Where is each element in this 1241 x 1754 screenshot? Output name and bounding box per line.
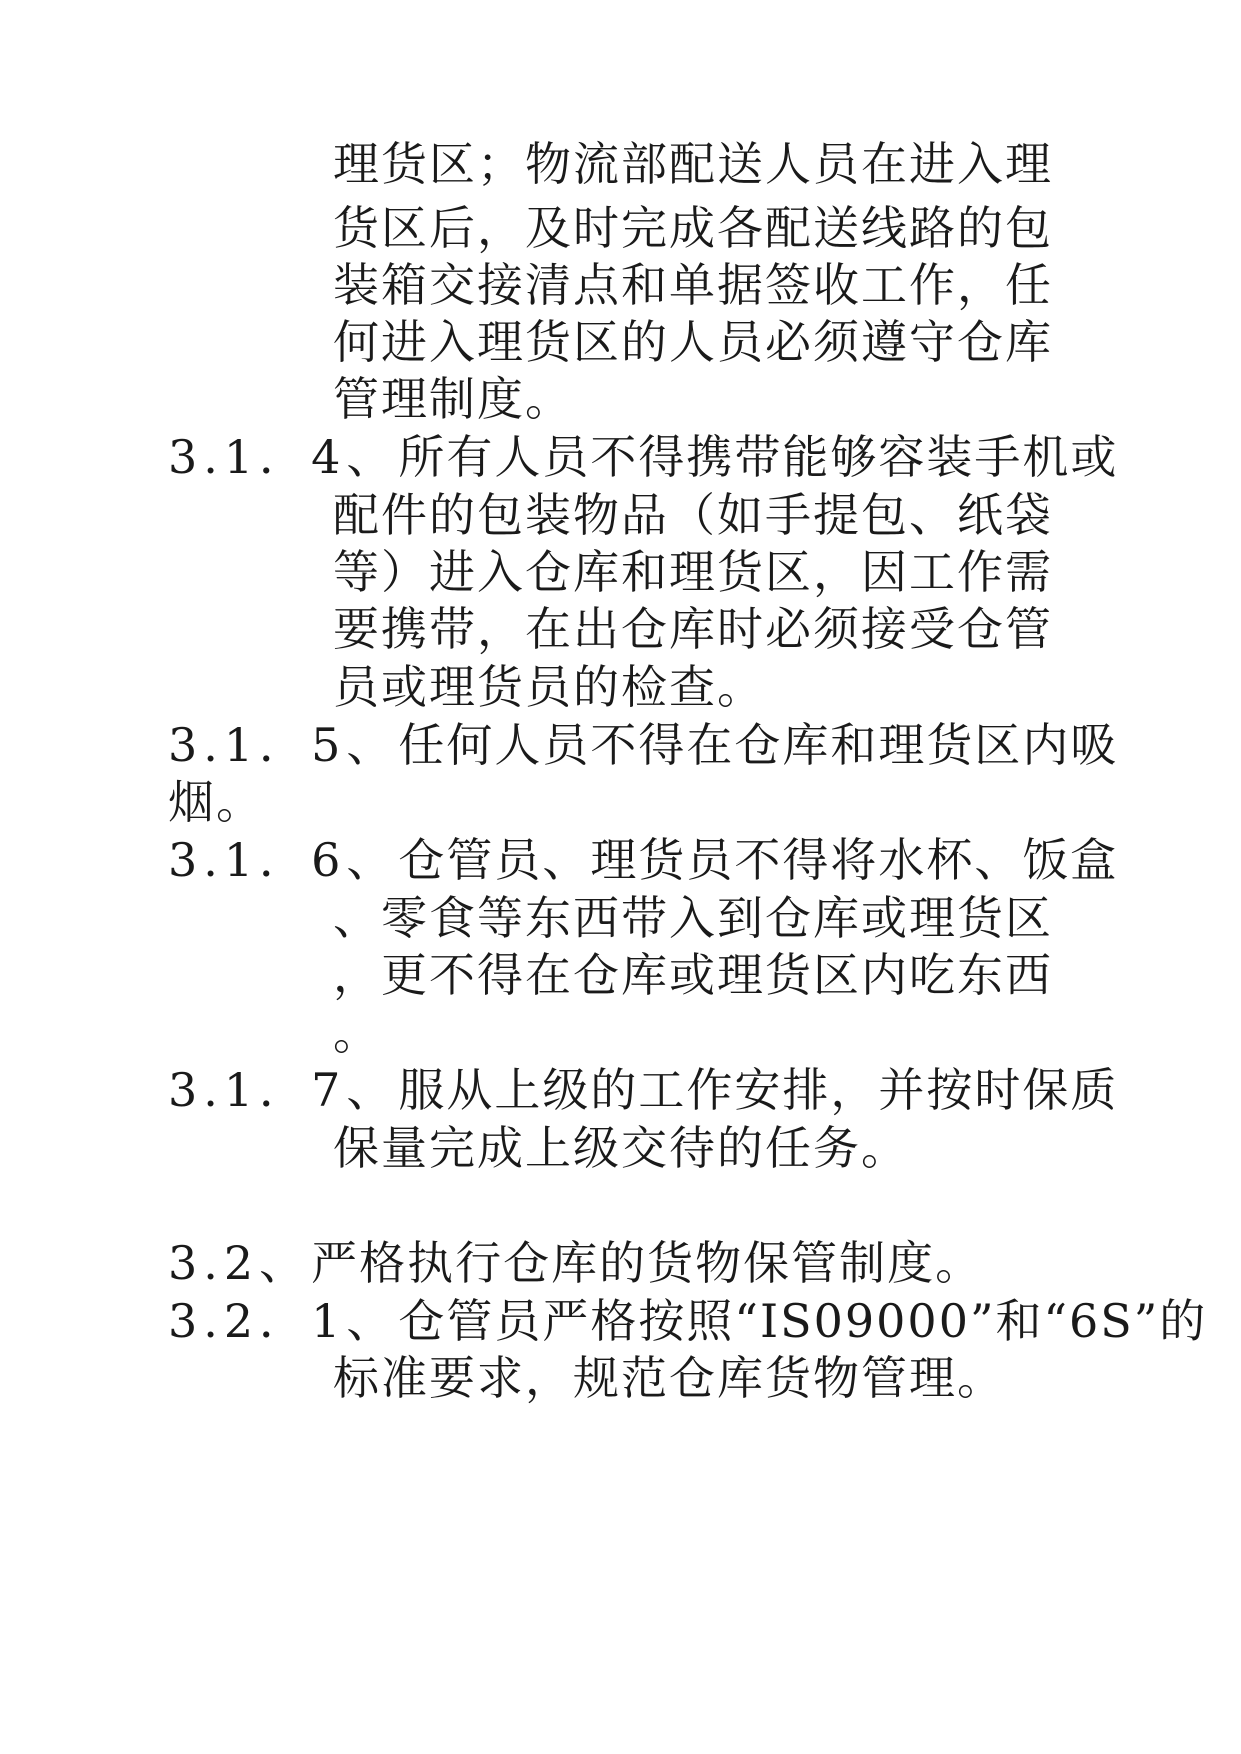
body-line: 装箱交接清点和单据签收工作，任 bbox=[333, 258, 1053, 312]
body-line: 保量完成上级交待的任务。 bbox=[333, 1121, 909, 1175]
body-line: 等）进入仓库和理货区，因工作需 bbox=[333, 545, 1053, 599]
clause-line bbox=[168, 425, 1118, 489]
clause-number: 3.1．4、 bbox=[168, 430, 399, 484]
clause-number: 3.1．6、 bbox=[168, 833, 399, 887]
body-line: 标准要求，规范仓库货物管理。 bbox=[333, 1351, 1005, 1405]
body-line: 何进入理货区的人员必须遵守仓库 bbox=[333, 315, 1053, 369]
clause-line bbox=[168, 713, 1118, 777]
body-line: 理货区；物流部配送人员在进入理 bbox=[333, 137, 1053, 191]
clause-number: 3.2．1、 bbox=[168, 1294, 399, 1348]
body-line: 配件的包装物品（如手提包、纸袋 bbox=[333, 488, 1053, 542]
clause-text: 仓管员、理货员不得将水杯、饭盒 bbox=[398, 833, 1119, 887]
body-line: 、零食等东西带入到仓库或理货区 bbox=[333, 891, 1053, 945]
clause-text: 服从上级的工作安排，并按时保质 bbox=[398, 1063, 1119, 1117]
body-line: 管理制度。 bbox=[333, 372, 573, 426]
clause-line bbox=[168, 1289, 1207, 1353]
body-line: 员或理货员的检查。 bbox=[333, 660, 765, 714]
section-line bbox=[168, 1231, 983, 1295]
clause-number: 3.1．7、 bbox=[168, 1063, 399, 1117]
clause-line bbox=[168, 1058, 1118, 1122]
section-number: 3.2、 bbox=[168, 1236, 312, 1290]
body-line: 。 bbox=[333, 1006, 381, 1060]
clause-text: 仓管员严格按照“IS09000”和“6S”的 bbox=[398, 1294, 1208, 1348]
body-line: ，更不得在仓库或理货区内吃东西 bbox=[333, 948, 1053, 1002]
clause-number: 3.1．5、 bbox=[168, 718, 399, 772]
clause-text: 任何人员不得在仓库和理货区内吸 bbox=[398, 718, 1119, 772]
clause-line bbox=[168, 828, 1118, 892]
section-text: 严格执行仓库的货物保管制度。 bbox=[311, 1236, 984, 1290]
body-line: 烟。 bbox=[168, 775, 264, 829]
body-line: 货区后，及时完成各配送线路的包 bbox=[333, 201, 1053, 255]
body-line: 要携带，在出仓库时必须接受仓管 bbox=[333, 602, 1053, 656]
clause-text: 所有人员不得携带能够容装手机或 bbox=[398, 430, 1119, 484]
